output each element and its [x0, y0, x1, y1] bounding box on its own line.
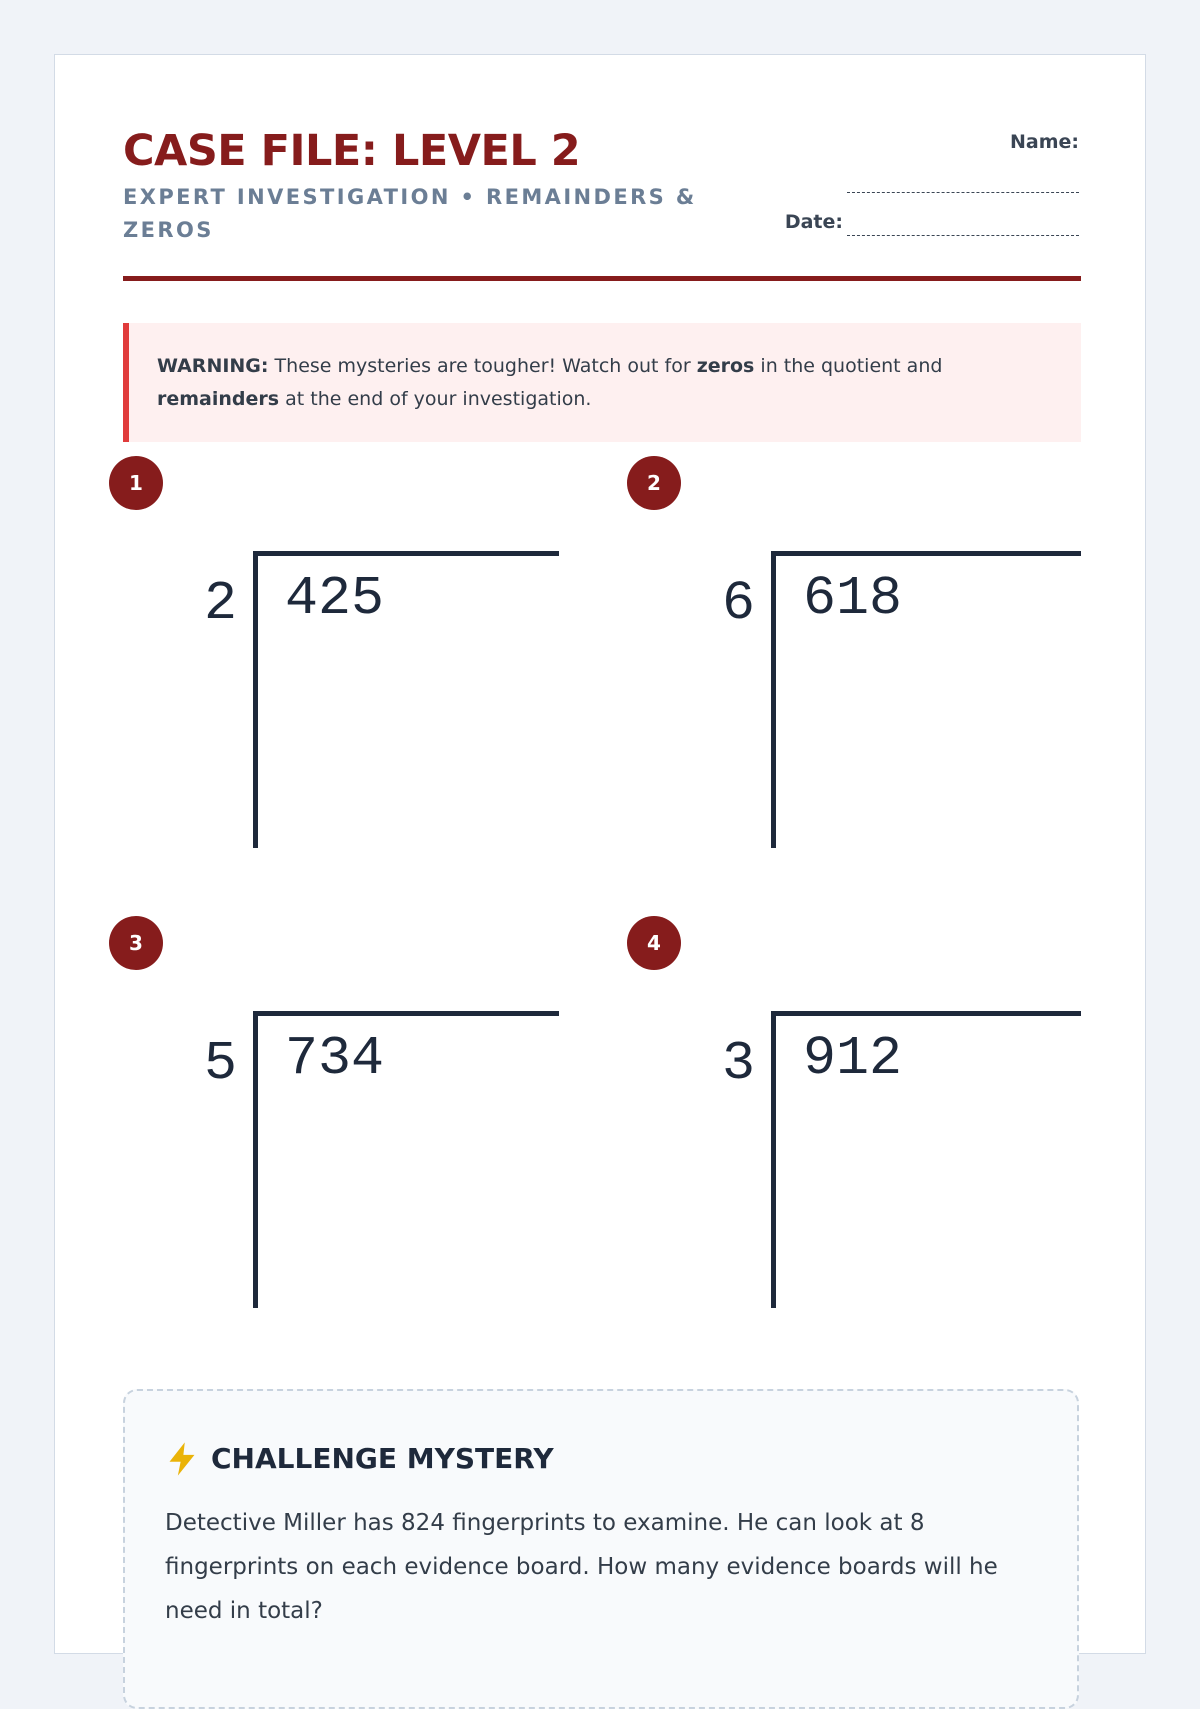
challenge-title: CHALLENGE MYSTERY — [211, 1442, 554, 1475]
warning-remainders: remainders — [157, 388, 280, 410]
page-title: CASE FILE: LEVEL 2 — [123, 126, 581, 176]
warning-label: WARNING: — [157, 355, 269, 377]
challenge-mystery-box — [123, 1389, 1079, 1709]
work-area[interactable] — [777, 1095, 1077, 1308]
division-bracket-vertical — [771, 1011, 776, 1308]
division-bracket-top — [253, 551, 559, 556]
challenge-question: Detective Miller has 824 fingerprints to examine. He can look at 8 fingerprints on each evidence board. How many evidence boards will he need in total? — [165, 1510, 998, 1624]
work-area[interactable] — [777, 635, 1077, 848]
problem-number-badge: 3 — [109, 916, 163, 970]
dividend: 912 — [803, 1027, 903, 1090]
date-field[interactable] — [847, 211, 1079, 236]
division-bracket-vertical — [253, 551, 258, 848]
problem-number-badge: 4 — [627, 916, 681, 970]
division-bracket-vertical — [253, 1011, 258, 1308]
divisor: 2 — [204, 572, 238, 635]
warning-text: in the quotient and — [754, 355, 943, 377]
dividend: 734 — [285, 1027, 385, 1090]
page-subtitle: EXPERT INVESTIGATION • REMAINDERS & ZEROS — [123, 185, 697, 242]
date-label: Date: — [784, 211, 843, 233]
warning-zeros: zeros — [696, 355, 755, 377]
warning-text: at the end of your investigation. — [279, 388, 592, 410]
divisor: 6 — [722, 572, 756, 635]
division-bracket-top — [253, 1011, 559, 1016]
dividend: 618 — [803, 567, 903, 630]
divisor: 5 — [204, 1032, 238, 1095]
worksheet — [54, 54, 1146, 1654]
name-label: Name: — [1009, 131, 1079, 153]
name-field[interactable] — [847, 170, 1079, 193]
division-bracket-vertical — [771, 551, 776, 848]
problem-number-badge: 2 — [627, 456, 681, 510]
warning-text: These mysteries are tougher! Watch out for — [268, 355, 697, 377]
work-area[interactable] — [259, 1095, 559, 1308]
lightning-icon — [165, 1441, 199, 1477]
divisor: 3 — [722, 1032, 756, 1095]
header-divider — [123, 276, 1081, 281]
warning-callout — [123, 323, 1081, 442]
division-bracket-top — [771, 1011, 1081, 1016]
work-area[interactable] — [259, 635, 559, 848]
dividend: 425 — [285, 567, 385, 630]
division-bracket-top — [771, 551, 1081, 556]
problem-number-badge: 1 — [109, 456, 163, 510]
